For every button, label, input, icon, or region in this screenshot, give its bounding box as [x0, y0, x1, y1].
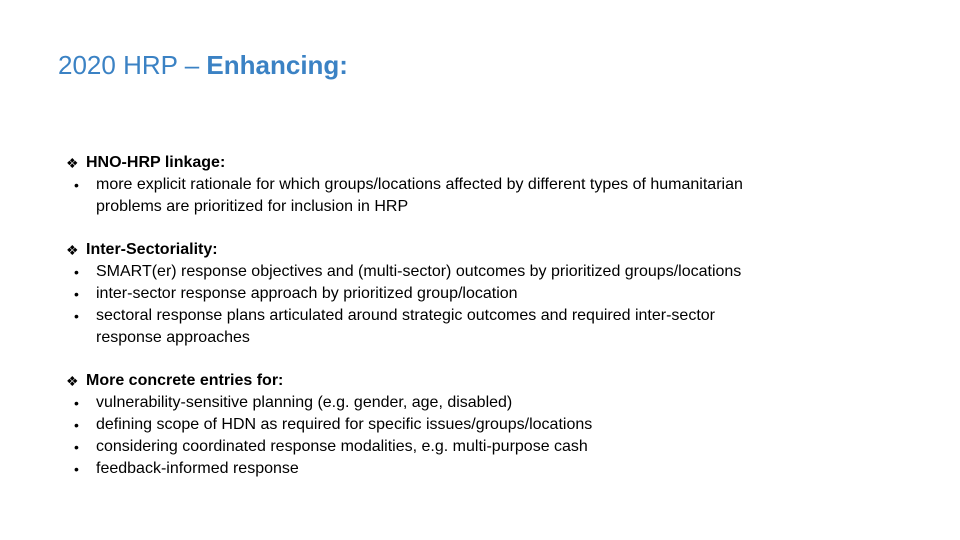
- list-item-text: feedback-informed response: [96, 460, 299, 477]
- section-heading: [66, 370, 766, 392]
- list-item: [66, 414, 766, 436]
- list-item: [66, 305, 766, 349]
- title-prefix: 2020 HRP –: [58, 50, 207, 80]
- list-item-text: vulnerability-sensitive planning (e.g. gender, age, disabled): [96, 394, 513, 411]
- list-item-text: considering coordinated response modalities, e.g. multi-purpose cash: [96, 438, 588, 455]
- list-item: [66, 392, 766, 414]
- section-more-concrete-entries: [66, 370, 766, 480]
- bullet-icon: •: [74, 264, 79, 280]
- title-emphasis: Enhancing:: [206, 50, 348, 80]
- list-item-text: sectoral response plans articulated around strategic outcomes and required inter-sector response approaches: [96, 307, 715, 346]
- diamond-star-icon: ❖: [66, 242, 79, 258]
- diamond-star-icon: ❖: [66, 373, 79, 389]
- bullet-icon: •: [74, 461, 79, 477]
- section-inter-sectoriality: [66, 239, 766, 349]
- content-body: [66, 152, 766, 501]
- list-item-text: more explicit rationale for which groups/locations affected by different types of humanitarian problems are prioritized for inclusion in HRP: [96, 176, 743, 215]
- section-heading-text: Inter-Sectoriality:: [86, 241, 218, 258]
- list-item: [66, 436, 766, 458]
- bullet-icon: •: [74, 308, 79, 324]
- list-item-text: defining scope of HDN as required for specific issues/groups/locations: [96, 416, 593, 433]
- list-item: [66, 174, 766, 218]
- bullet-icon: •: [74, 177, 79, 193]
- slide-title: [58, 48, 348, 82]
- section-heading: [66, 239, 766, 261]
- diamond-star-icon: ❖: [66, 155, 79, 171]
- bullet-icon: •: [74, 395, 79, 411]
- list-item: [66, 261, 766, 283]
- bullet-icon: •: [74, 417, 79, 433]
- list-item: [66, 458, 766, 480]
- list-item-text: inter-sector response approach by prioritized group/location: [96, 285, 518, 302]
- bullet-icon: •: [74, 286, 79, 302]
- list-item-text: SMART(er) response objectives and (multi-sector) outcomes by prioritized groups/locations: [96, 263, 742, 280]
- section-heading-text: More concrete entries for:: [86, 372, 284, 389]
- section-heading-text: HNO-HRP linkage:: [86, 154, 226, 171]
- section-hno-hrp-linkage: [66, 152, 766, 218]
- section-heading: [66, 152, 766, 174]
- bullet-icon: •: [74, 439, 79, 455]
- list-item: [66, 283, 766, 305]
